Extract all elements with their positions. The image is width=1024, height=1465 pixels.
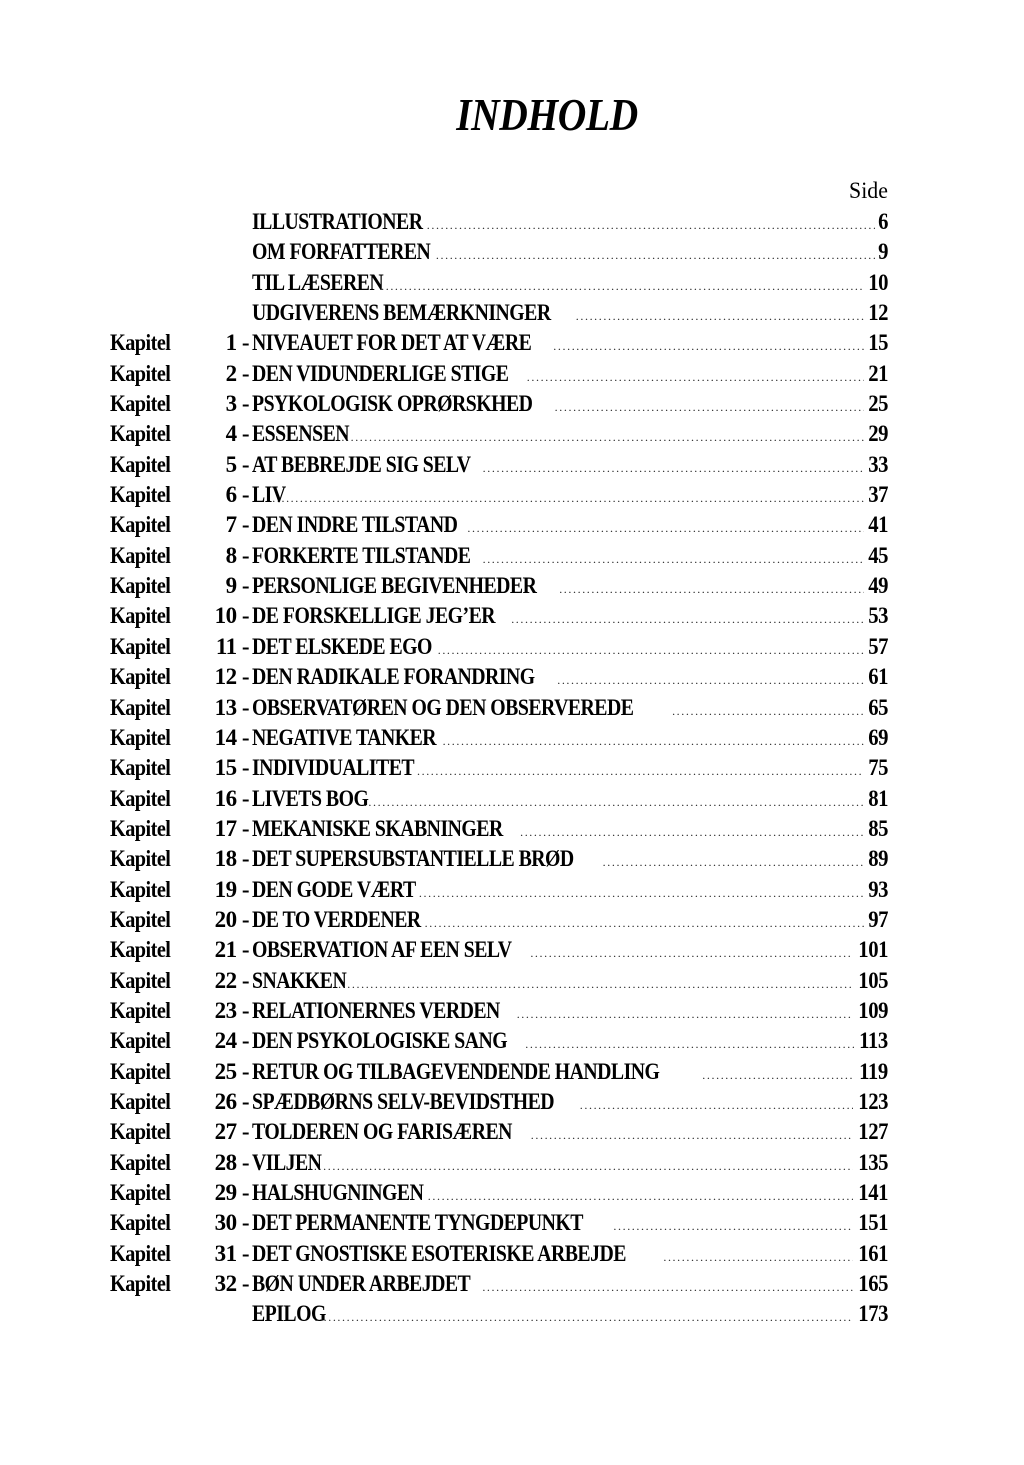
entry-title: RELATIONERNES VERDEN bbox=[252, 997, 500, 1023]
dot-leader bbox=[425, 210, 875, 240]
page-number: 45 bbox=[868, 542, 888, 568]
toc-entry bbox=[110, 298, 888, 328]
chapter-number: 31 - bbox=[214, 1240, 249, 1266]
toc-entry bbox=[110, 814, 888, 844]
page-number: 9 bbox=[878, 239, 888, 265]
page-number: 57 bbox=[868, 633, 888, 659]
page-title: INDHOLD bbox=[456, 89, 638, 140]
toc-entry bbox=[110, 784, 888, 814]
page-number: 141 bbox=[858, 1180, 888, 1205]
entry-title: TIL LÆSEREN bbox=[252, 269, 384, 295]
entry-title: DET GNOSTISKE ESOTERISKE ARBEJDE bbox=[252, 1240, 626, 1266]
toc-entry bbox=[110, 359, 888, 389]
entry-title: ESSENSEN bbox=[252, 421, 350, 447]
entry-title: TOLDEREN OG FARISÆREN bbox=[252, 1119, 512, 1145]
entry-title: DEN RADIKALE FORANDRING bbox=[252, 664, 535, 690]
toc-entry bbox=[110, 450, 888, 480]
entry-title: VILJEN bbox=[252, 1149, 322, 1175]
chapter-number: 17 - bbox=[214, 815, 249, 841]
page-number: 6 bbox=[878, 209, 888, 234]
dot-leader bbox=[515, 999, 853, 1029]
dot-leader bbox=[700, 1060, 854, 1090]
dot-leader bbox=[465, 513, 864, 543]
chapter-number: 25 - bbox=[214, 1058, 249, 1084]
toc-entry bbox=[110, 844, 888, 874]
chapter-number: 15 - bbox=[214, 755, 249, 781]
chapter-number: 29 - bbox=[214, 1180, 249, 1205]
chapter-number: 32 - bbox=[214, 1271, 249, 1297]
page-number: 25 bbox=[868, 391, 888, 417]
entry-title: AT BEBREJDE SIG SELV bbox=[252, 451, 471, 477]
chapter-prefix: Kapitel bbox=[110, 906, 171, 932]
chapter-number: 5 - bbox=[225, 451, 249, 477]
page-number: 119 bbox=[859, 1058, 888, 1084]
dot-leader bbox=[415, 756, 864, 786]
dot-leader bbox=[423, 908, 864, 938]
entry-title: NEGATIVE TANKER bbox=[252, 724, 437, 750]
dot-leader bbox=[670, 696, 864, 726]
toc-entry bbox=[110, 693, 888, 723]
chapter-prefix: Kapitel bbox=[110, 1058, 171, 1084]
entry-title: EPILOG bbox=[252, 1301, 326, 1327]
page-number: 97 bbox=[868, 906, 888, 932]
page-number: 10 bbox=[868, 269, 888, 295]
entry-title: MEKANISKE SKABNINGER bbox=[252, 815, 503, 841]
chapter-number: 26 - bbox=[214, 1088, 249, 1114]
toc-entry bbox=[110, 1117, 888, 1147]
page-number: 151 bbox=[858, 1210, 888, 1236]
dot-leader bbox=[362, 787, 864, 817]
entry-title: PERSONLIGE BEGIVENHEDER bbox=[252, 573, 537, 599]
chapter-prefix: Kapitel bbox=[110, 573, 171, 599]
chapter-number: 8 - bbox=[225, 542, 249, 568]
dot-leader bbox=[551, 331, 864, 361]
toc-entry bbox=[110, 662, 888, 692]
page-number: 41 bbox=[868, 512, 888, 538]
toc-entry bbox=[110, 753, 888, 783]
toc-entry bbox=[110, 1057, 888, 1087]
dot-leader bbox=[312, 1302, 853, 1332]
chapter-prefix: Kapitel bbox=[110, 1180, 171, 1205]
entry-title: DEN INDRE TILSTAND bbox=[252, 512, 458, 538]
chapter-number: 24 - bbox=[214, 1028, 249, 1054]
chapter-prefix: Kapitel bbox=[110, 846, 171, 872]
toc-entry bbox=[110, 541, 888, 571]
chapter-number: 30 - bbox=[214, 1210, 249, 1236]
table-of-contents bbox=[110, 207, 888, 1330]
chapter-prefix: Kapitel bbox=[110, 876, 171, 902]
page-column-header: Side bbox=[849, 178, 888, 203]
toc-entry bbox=[110, 723, 888, 753]
entry-title: UDGIVERENS BEMÆRKNINGER bbox=[252, 300, 551, 326]
toc-entry bbox=[110, 237, 888, 267]
dot-leader bbox=[509, 604, 864, 634]
chapter-prefix: Kapitel bbox=[110, 633, 171, 659]
dot-leader bbox=[523, 1029, 854, 1059]
entry-title: DE FORSKELLIGE JEG’ER bbox=[252, 603, 496, 629]
dot-leader bbox=[529, 1120, 853, 1150]
dot-leader bbox=[481, 453, 864, 483]
chapter-number: 28 - bbox=[214, 1149, 249, 1175]
page-number: 93 bbox=[868, 876, 888, 902]
dot-leader bbox=[307, 1151, 853, 1181]
chapter-prefix: Kapitel bbox=[110, 1119, 171, 1145]
chapter-number: 19 - bbox=[214, 876, 249, 902]
page-number: 49 bbox=[868, 573, 888, 599]
dot-leader bbox=[555, 665, 864, 695]
dot-leader bbox=[480, 1272, 853, 1302]
dot-leader bbox=[436, 635, 864, 665]
chapter-number: 6 - bbox=[225, 482, 249, 508]
toc-entry bbox=[110, 1026, 888, 1056]
page-number: 21 bbox=[868, 360, 888, 386]
page-number: 105 bbox=[858, 967, 888, 993]
entry-title: PSYKOLOGISK OPRØRSKHED bbox=[252, 391, 533, 417]
chapter-number: 11 - bbox=[215, 633, 249, 659]
entry-title: OBSERVATION AF EEN SELV bbox=[252, 937, 512, 963]
chapter-prefix: Kapitel bbox=[110, 512, 171, 538]
dot-leader bbox=[426, 1181, 853, 1211]
chapter-prefix: Kapitel bbox=[110, 724, 171, 750]
page-number: 113 bbox=[859, 1028, 888, 1054]
toc-entry bbox=[110, 1148, 888, 1178]
entry-title: LIV bbox=[252, 482, 286, 508]
chapter-prefix: Kapitel bbox=[110, 1271, 171, 1297]
entry-title: HALSHUGNINGEN bbox=[252, 1180, 424, 1205]
chapter-number: 13 - bbox=[214, 694, 249, 720]
entry-title: DEN GODE VÆRT bbox=[252, 876, 416, 902]
chapter-prefix: Kapitel bbox=[110, 1028, 171, 1054]
toc-entry bbox=[110, 1087, 888, 1117]
chapter-prefix: Kapitel bbox=[110, 664, 171, 690]
chapter-prefix: Kapitel bbox=[110, 1149, 171, 1175]
chapter-number: 14 - bbox=[214, 724, 249, 750]
chapter-prefix: Kapitel bbox=[110, 937, 171, 963]
chapter-prefix: Kapitel bbox=[110, 694, 171, 720]
chapter-prefix: Kapitel bbox=[110, 451, 171, 477]
chapter-prefix: Kapitel bbox=[110, 755, 171, 781]
page-number: 61 bbox=[868, 664, 888, 690]
dot-leader bbox=[557, 574, 864, 604]
chapter-prefix: Kapitel bbox=[110, 1210, 171, 1236]
page-number: 33 bbox=[868, 451, 888, 477]
chapter-prefix: Kapitel bbox=[110, 360, 171, 386]
entry-title: FORKERTE TILSTANDE bbox=[252, 542, 471, 568]
dot-leader bbox=[336, 969, 853, 999]
entry-title: OBSERVATØREN OG DEN OBSERVEREDE bbox=[252, 694, 634, 720]
entry-title: SNAKKEN bbox=[252, 967, 347, 993]
chapter-prefix: Kapitel bbox=[110, 815, 171, 841]
page-number: 161 bbox=[858, 1240, 888, 1266]
chapter-number: 18 - bbox=[214, 846, 249, 872]
entry-title: BØN UNDER ARBEJDET bbox=[252, 1271, 471, 1297]
chapter-prefix: Kapitel bbox=[110, 542, 171, 568]
chapter-number: 23 - bbox=[214, 997, 249, 1023]
toc-entry bbox=[110, 328, 888, 358]
page-number: 101 bbox=[858, 937, 888, 963]
page-number: 12 bbox=[868, 300, 888, 326]
entry-title: DET ELSKEDE EGO bbox=[252, 633, 432, 659]
entry-title: DE TO VERDENER bbox=[252, 906, 421, 932]
chapter-number: 16 - bbox=[214, 785, 249, 811]
dot-leader bbox=[481, 544, 864, 574]
dot-leader bbox=[553, 392, 864, 422]
entry-title: NIVEAUET FOR DET AT VÆRE bbox=[252, 330, 532, 356]
chapter-number: 9 - bbox=[225, 573, 249, 599]
chapter-prefix: Kapitel bbox=[110, 967, 171, 993]
entry-title: INDIVIDUALITET bbox=[252, 755, 415, 781]
toc-entry bbox=[110, 905, 888, 935]
page-number: 165 bbox=[858, 1271, 888, 1297]
entry-title: ILLUSTRATIONER bbox=[252, 209, 423, 234]
toc-entry bbox=[110, 1299, 888, 1329]
chapter-prefix: Kapitel bbox=[110, 1088, 171, 1114]
dot-leader bbox=[661, 1242, 853, 1272]
chapter-number: 10 - bbox=[214, 603, 249, 629]
chapter-number: 12 - bbox=[214, 664, 249, 690]
dot-leader bbox=[441, 726, 864, 756]
entry-title: DET PERMANENTE TYNGDEPUNKT bbox=[252, 1210, 583, 1236]
chapter-number: 2 - bbox=[225, 360, 249, 386]
entry-title: OM FORFATTEREN bbox=[252, 239, 431, 265]
page-number: 65 bbox=[868, 694, 888, 720]
toc-entry bbox=[110, 571, 888, 601]
page-number: 173 bbox=[858, 1301, 888, 1327]
dot-leader bbox=[339, 422, 864, 452]
entry-title: RETUR OG TILBAGEVENDENDE HANDLING bbox=[252, 1058, 660, 1084]
chapter-number: 20 - bbox=[214, 906, 249, 932]
dot-leader bbox=[525, 362, 864, 392]
dot-leader bbox=[266, 483, 864, 513]
dot-leader bbox=[528, 938, 853, 968]
page-number: 81 bbox=[868, 785, 888, 811]
toc-entry bbox=[110, 1178, 888, 1208]
dot-leader bbox=[574, 301, 864, 331]
entry-title: SPÆDBØRNS SELV-BEVIDSTHED bbox=[252, 1088, 555, 1114]
chapter-prefix: Kapitel bbox=[110, 482, 171, 508]
page-number: 15 bbox=[868, 330, 888, 356]
dot-leader bbox=[434, 240, 875, 270]
chapter-prefix: Kapitel bbox=[110, 1240, 171, 1266]
entry-title: DET SUPERSUBSTANTIELLE BRØD bbox=[252, 846, 574, 872]
dot-leader bbox=[379, 271, 864, 301]
chapter-prefix: Kapitel bbox=[110, 330, 171, 356]
toc-entry bbox=[110, 419, 888, 449]
chapter-prefix: Kapitel bbox=[110, 785, 171, 811]
toc-entry bbox=[110, 1269, 888, 1299]
toc-entry bbox=[110, 1239, 888, 1269]
toc-entry bbox=[110, 389, 888, 419]
entry-title: LIVETS BOG bbox=[252, 785, 369, 811]
page-number: 127 bbox=[858, 1119, 888, 1145]
chapter-number: 3 - bbox=[225, 391, 249, 417]
toc-entry bbox=[110, 601, 888, 631]
page-number: 123 bbox=[858, 1088, 888, 1114]
toc-entry bbox=[110, 510, 888, 540]
chapter-number: 4 - bbox=[225, 421, 249, 447]
chapter-prefix: Kapitel bbox=[110, 391, 171, 417]
chapter-prefix: Kapitel bbox=[110, 421, 171, 447]
chapter-prefix: Kapitel bbox=[110, 997, 171, 1023]
dot-leader bbox=[601, 847, 864, 877]
page-number: 37 bbox=[868, 482, 888, 508]
toc-entry bbox=[110, 207, 888, 237]
page-number: 109 bbox=[858, 997, 888, 1023]
toc-entry bbox=[110, 268, 888, 298]
toc-entry bbox=[110, 875, 888, 905]
dot-leader bbox=[578, 1090, 853, 1120]
chapter-number: 21 - bbox=[214, 937, 249, 963]
page-number: 135 bbox=[858, 1149, 888, 1175]
dot-leader bbox=[518, 817, 864, 847]
chapter-number: 22 - bbox=[214, 967, 249, 993]
page-number: 53 bbox=[868, 603, 888, 629]
chapter-number: 7 - bbox=[225, 512, 249, 538]
toc-entry bbox=[110, 996, 888, 1026]
page-number: 69 bbox=[868, 724, 888, 750]
page-number: 89 bbox=[868, 846, 888, 872]
page-number: 75 bbox=[868, 755, 888, 781]
page-number: 29 bbox=[868, 421, 888, 447]
chapter-number: 1 - bbox=[225, 330, 249, 356]
toc-entry bbox=[110, 966, 888, 996]
entry-title: DEN VIDUNDERLIGE STIGE bbox=[252, 360, 509, 386]
page-number: 85 bbox=[868, 815, 888, 841]
toc-entry bbox=[110, 1208, 888, 1238]
toc-entry bbox=[110, 480, 888, 510]
dot-leader bbox=[611, 1211, 853, 1241]
chapter-prefix: Kapitel bbox=[110, 603, 171, 629]
dot-leader bbox=[417, 878, 864, 908]
chapter-number: 27 - bbox=[214, 1119, 249, 1145]
toc-entry bbox=[110, 935, 888, 965]
toc-entry bbox=[110, 632, 888, 662]
entry-title: DEN PSYKOLOGISKE SANG bbox=[252, 1028, 508, 1054]
